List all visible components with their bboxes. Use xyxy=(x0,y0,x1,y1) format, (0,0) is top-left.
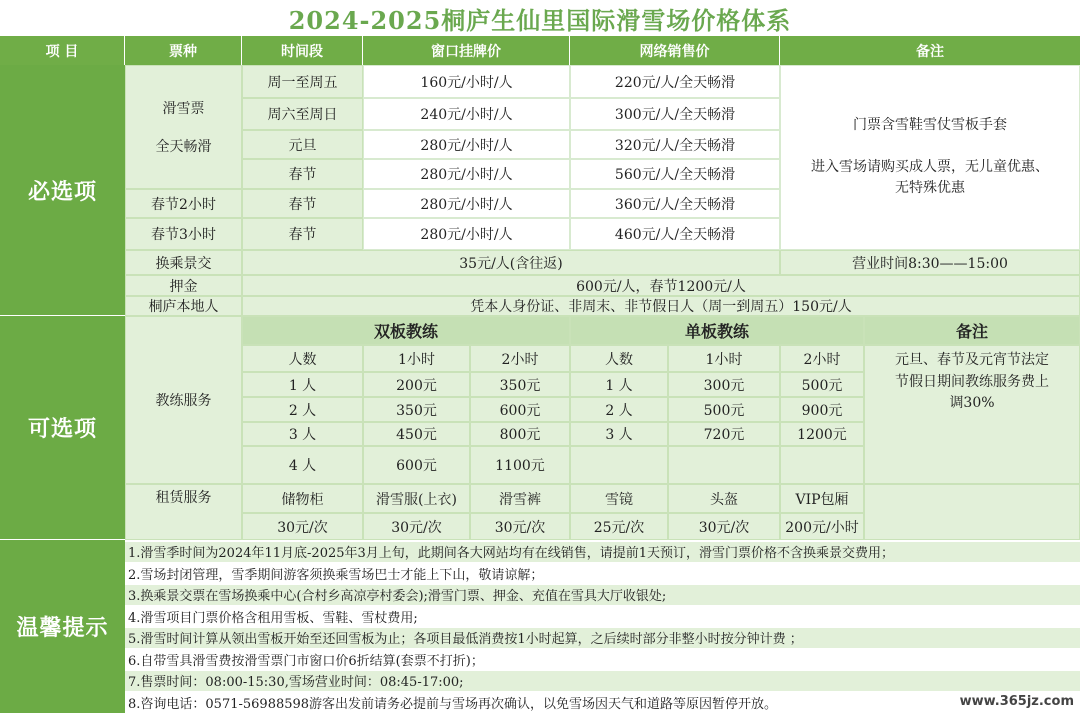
table-cell: 350元 xyxy=(470,372,570,397)
ticket-note-line3: 无特殊优惠 xyxy=(895,180,965,197)
tip-item: 7.售票时间：08:00-15:30,雪场营业时间：08:45-17:00; xyxy=(125,671,1080,691)
coach-note: 元旦、春节及元宵节法定节假日期间教练服务费上调30% xyxy=(864,345,1080,484)
coach-note-title: 备注 xyxy=(864,316,1080,345)
table-cell: 200元 xyxy=(363,372,470,397)
tip-item: 1.滑雪季时间为2024年11月底-2025年3月上旬，此期间各大网站均有在线销售，请提前1天预订，滑雪门票价格不含换乘景交费用； xyxy=(125,542,1080,562)
rental-item: VIP包厢 xyxy=(780,484,864,513)
col-1h: 1小时 xyxy=(363,345,470,372)
table-cell: 600元 xyxy=(363,446,470,484)
rental-price: 25元/次 xyxy=(570,513,668,540)
rental-price: 30元/次 xyxy=(363,513,470,540)
col-people: 人数 xyxy=(570,345,668,372)
period-cell: 元旦 xyxy=(242,130,363,159)
ticket-type-line1: 滑雪票 xyxy=(162,101,205,117)
transfer-label: 换乘景交 xyxy=(125,250,242,275)
tip-item: 8.咨询电话：0571-56988598游客出发前请务必提前与雪场再次确认，以免雪场因天气和道路等原因暂停开放。 xyxy=(125,693,1080,713)
table-cell: 450元 xyxy=(363,422,470,446)
tip-item: 2.雪场封闭管理，雪季期间游客须换乘雪场巴士才能上下山，敬请谅解； xyxy=(125,564,1080,584)
empty-cell xyxy=(570,446,668,484)
col-2h: 2小时 xyxy=(470,345,570,372)
single-board-title: 单板教练 xyxy=(570,316,864,345)
ticket-type-cell xyxy=(125,65,242,189)
ticket-note-line1: 门票含雪鞋雪仗雪板手套 xyxy=(853,116,1007,133)
table-cell: 300元 xyxy=(668,372,780,397)
header-online-price: 网络销售价 xyxy=(570,36,780,65)
table-cell: 1 人 xyxy=(570,372,668,397)
page-title: 2024-2025桐庐生仙里国际滑雪场价格体系 xyxy=(0,0,1080,36)
empty-cell xyxy=(864,484,1080,540)
rental-item: 滑雪裤 xyxy=(470,484,570,513)
rental-item: 雪镜 xyxy=(570,484,668,513)
header-window-price: 窗口挂牌价 xyxy=(363,36,570,65)
col-1h: 1小时 xyxy=(668,345,780,372)
header-note: 备注 xyxy=(780,36,1080,65)
table-cell: 1100元 xyxy=(470,446,570,484)
rental-price: 30元/次 xyxy=(668,513,780,540)
header-ticket-type: 票种 xyxy=(125,36,242,65)
double-board-title: 双板教练 xyxy=(242,316,570,345)
deposit-label: 押金 xyxy=(125,275,242,296)
table-cell: 350元 xyxy=(363,397,470,422)
transfer-price: 35元/人(含往返) xyxy=(242,250,780,275)
col-2h: 2小时 xyxy=(780,345,864,372)
table-cell: 800元 xyxy=(470,422,570,446)
rental-label: 租赁服务 xyxy=(125,484,242,540)
window-price-cell: 280元/小时/人 xyxy=(363,218,570,250)
table-cell: 600元 xyxy=(470,397,570,422)
online-price-cell: 560元/人/全天畅滑 xyxy=(570,159,780,189)
table-cell: 500元 xyxy=(668,397,780,422)
section-required: 必选项 xyxy=(0,65,125,316)
rental-price: 30元/次 xyxy=(470,513,570,540)
table-cell: 1200元 xyxy=(780,422,864,446)
rental-item: 储物柜 xyxy=(242,484,363,513)
period-cell: 春节 xyxy=(242,159,363,189)
watermark: www.365jz.com xyxy=(959,694,1074,709)
header-period: 时间段 xyxy=(242,36,363,65)
online-price-cell: 300元/人/全天畅滑 xyxy=(570,98,780,130)
period-cell: 春节 xyxy=(242,218,363,250)
business-hours: 营业时间8:30——15:00 xyxy=(780,250,1080,275)
tip-item: 3.换乘景交票在雪场换乘中心(合村乡高凉亭村委会);滑雪门票、押金、充值在雪具大厅收银处; xyxy=(125,585,1080,605)
rental-item: 滑雪服(上衣) xyxy=(363,484,470,513)
window-price-cell: 280元/小时/人 xyxy=(363,189,570,218)
table-cell: 3 人 xyxy=(242,422,363,446)
tip-item: 5.滑雪时间计算从领出雪板开始至还回雪板为止；各项目最低消费按1小时起算，之后续时部分非整小时按分钟计费 ； xyxy=(125,628,1080,648)
rental-item: 头盔 xyxy=(668,484,780,513)
window-price-cell: 160元/小时/人 xyxy=(363,65,570,98)
coach-label: 教练服务 xyxy=(125,316,242,484)
period-cell: 春节 xyxy=(242,189,363,218)
table-cell: 500元 xyxy=(780,372,864,397)
table-cell: 1 人 xyxy=(242,372,363,397)
tip-item: 4.滑雪项目门票价格含租用雪板、雪鞋、雪杖费用; xyxy=(125,607,1080,627)
period-cell: 周一至周五 xyxy=(242,65,363,98)
table-cell: 2 人 xyxy=(570,397,668,422)
window-price-cell: 240元/小时/人 xyxy=(363,98,570,130)
col-people: 人数 xyxy=(242,345,363,372)
online-price-cell: 460元/人/全天畅滑 xyxy=(570,218,780,250)
ticket-type-cell: 春节3小时 xyxy=(125,218,242,250)
rental-price: 200元/小时 xyxy=(780,513,864,540)
section-optional: 可选项 xyxy=(0,316,125,540)
online-price-cell: 360元/人/全天畅滑 xyxy=(570,189,780,218)
table-cell: 2 人 xyxy=(242,397,363,422)
online-price-cell: 320元/人/全天畅滑 xyxy=(570,130,780,159)
deposit-value: 600元/人，春节1200元/人 xyxy=(242,275,1080,296)
rental-price: 30元/次 xyxy=(242,513,363,540)
ticket-type-line2: 全天畅滑 xyxy=(155,139,212,155)
window-price-cell: 280元/小时/人 xyxy=(363,130,570,159)
table-cell: 900元 xyxy=(780,397,864,422)
ticket-note-line2: 进入雪场请购买成人票，无儿童优惠、 xyxy=(811,158,1049,175)
ticket-note xyxy=(780,65,1080,250)
local-value: 凭本人身份证、非周末、非节假日人（周一到周五）150元/人 xyxy=(242,296,1080,316)
empty-cell xyxy=(780,446,864,484)
local-label: 桐庐本地人 xyxy=(125,296,242,316)
online-price-cell: 220元/人/全天畅滑 xyxy=(570,65,780,98)
period-cell: 周六至周日 xyxy=(242,98,363,130)
table-cell: 4 人 xyxy=(242,446,363,484)
empty-cell xyxy=(668,446,780,484)
table-cell: 3 人 xyxy=(570,422,668,446)
window-price-cell: 280元/小时/人 xyxy=(363,159,570,189)
ticket-type-cell: 春节2小时 xyxy=(125,189,242,218)
table-cell: 720元 xyxy=(668,422,780,446)
header-item: 项 目 xyxy=(0,36,125,65)
tip-item: 6.自带雪具滑雪费按滑雪票门市窗口价6折结算(套票不打折)； xyxy=(125,650,1080,670)
section-tips: 温馨提示 xyxy=(0,540,125,713)
